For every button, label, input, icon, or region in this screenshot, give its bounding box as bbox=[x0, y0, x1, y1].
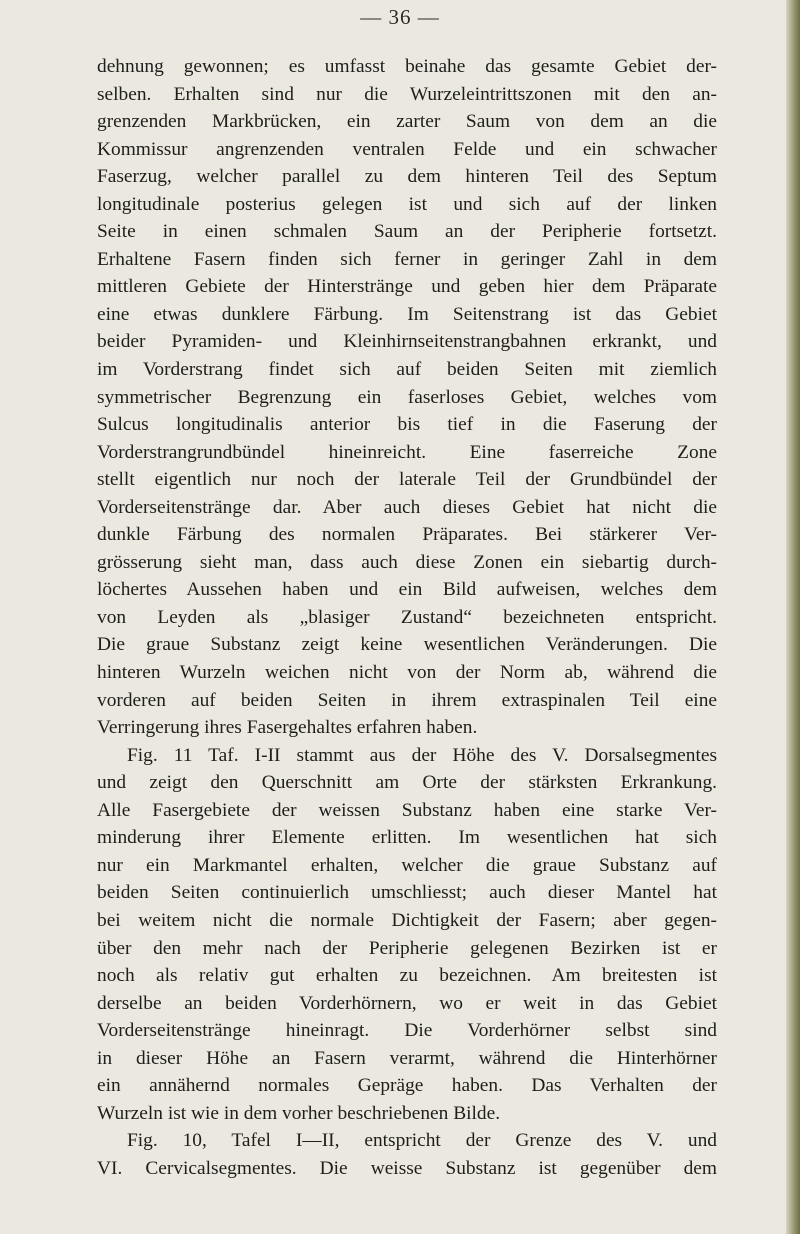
text-line: Kommissur angrenzenden ventralen Felde und ein schwacher bbox=[97, 138, 717, 160]
text-line: selben. Erhalten sind nur die Wurzeleintrittszonen mit den an- bbox=[97, 83, 717, 105]
text-line: noch als relativ gut erhalten zu bezeichnen. Am breitesten ist bbox=[97, 965, 717, 987]
text-line: Seite in einen schmalen Saum an der Peripherie fortsetzt. bbox=[97, 221, 717, 243]
text-line: symmetrischer Begrenzung ein faserloses Gebiet, welches vom bbox=[97, 386, 717, 408]
text-line: ein annähernd normales Gepräge haben. Das Verhalten der bbox=[97, 1075, 717, 1097]
text-line: eine etwas dunklere Färbung. Im Seitenstrang ist das Gebiet bbox=[97, 303, 717, 325]
text-line: VI. Cervicalsegmentes. Die weisse Substanz ist gegenüber dem bbox=[97, 1157, 717, 1179]
text-line: Die graue Substanz zeigt keine wesentlichen Veränderungen. Die bbox=[97, 634, 717, 656]
text-line: Wurzeln ist wie in dem vorher beschriebenen Bilde. bbox=[97, 1102, 501, 1124]
page-number: — 36 — bbox=[360, 5, 440, 29]
text-line: stellt eigentlich nur noch der laterale Teil der Grundbündel der bbox=[97, 469, 717, 491]
text-line: Verringerung ihres Fasergehaltes erfahren haben. bbox=[97, 717, 478, 739]
text-line: grösserung sieht man, dass auch diese Zonen ein siebartig durch- bbox=[97, 551, 717, 573]
text-line: mittleren Gebiete der Hinterstränge und geben hier dem Präparate bbox=[97, 276, 717, 298]
text-line: minderung ihrer Elemente erlitten. Im wesentlichen hat sich bbox=[97, 827, 717, 849]
page-edge bbox=[786, 0, 800, 1234]
text-line: über den mehr nach der Peripherie gelegenen Bezirken ist er bbox=[97, 937, 717, 959]
text-line: beiden Seiten continuierlich umschliesst; auch dieser Mantel hat bbox=[97, 882, 717, 904]
text-line: hinteren Wurzeln weichen nicht von der Norm ab, während die bbox=[97, 662, 717, 684]
text-line: im Vorderstrang findet sich auf beiden Seiten mit ziemlich bbox=[97, 359, 717, 381]
text-line: Vorderseitenstränge dar. Aber auch dieses Gebiet hat nicht die bbox=[97, 496, 717, 518]
text-line: Fig. 11 Taf. I-II stammt aus der Höhe des V. Dorsalsegmentes bbox=[127, 744, 717, 766]
text-line: dunkle Färbung des normalen Präparates. Bei stärkerer Ver- bbox=[97, 524, 717, 546]
text-line: in dieser Höhe an Fasern verarmt, während die Hinterhörner bbox=[97, 1047, 717, 1069]
text-line: vorderen auf beiden Seiten in ihrem extraspinalen Teil eine bbox=[97, 689, 717, 711]
text-line: longitudinale posterius gelegen ist und sich auf der linken bbox=[97, 193, 717, 215]
text-line: Faserzug, welcher parallel zu dem hinteren Teil des Septum bbox=[97, 166, 717, 188]
body-text bbox=[97, 53, 717, 1182]
text-line: Sulcus longitudinalis anterior bis tief in die Faserung der bbox=[97, 414, 717, 436]
text-line: Erhaltene Fasern finden sich ferner in geringer Zahl in dem bbox=[97, 248, 717, 270]
text-line: bei weitem nicht die normale Dichtigkeit der Fasern; aber gegen- bbox=[97, 909, 717, 931]
text-line: grenzenden Markbrücken, ein zarter Saum von dem an die bbox=[97, 111, 717, 133]
text-line: derselbe an beiden Vorderhörnern, wo er weit in das Gebiet bbox=[97, 992, 717, 1014]
text-line: und zeigt den Querschnitt am Orte der stärksten Erkrankung. bbox=[97, 772, 717, 794]
text-line: löchertes Aussehen haben und ein Bild aufweisen, welches dem bbox=[97, 579, 717, 601]
text-line: dehnung gewonnen; es umfasst beinahe das gesamte Gebiet der- bbox=[97, 56, 717, 77]
text-line: beider Pyramiden- und Kleinhirnseitenstrangbahnen erkrankt, und bbox=[97, 331, 717, 353]
text-line: Vorderseitenstränge hineinragt. Die Vorderhörner selbst sind bbox=[97, 1020, 717, 1042]
text-line: Vorderstrangrundbündel hineinreicht. Eine faserreiche Zone bbox=[97, 441, 717, 463]
text-line: nur ein Markmantel erhalten, welcher die graue Substanz auf bbox=[97, 854, 717, 876]
text-line: von Leyden als „blasiger Zustand“ bezeichneten entspricht. bbox=[97, 606, 717, 628]
text-line: Alle Fasergebiete der weissen Substanz haben eine starke Ver- bbox=[97, 799, 717, 821]
text-line: Fig. 10, Tafel I—II, entspricht der Grenze des V. und bbox=[127, 1130, 717, 1152]
